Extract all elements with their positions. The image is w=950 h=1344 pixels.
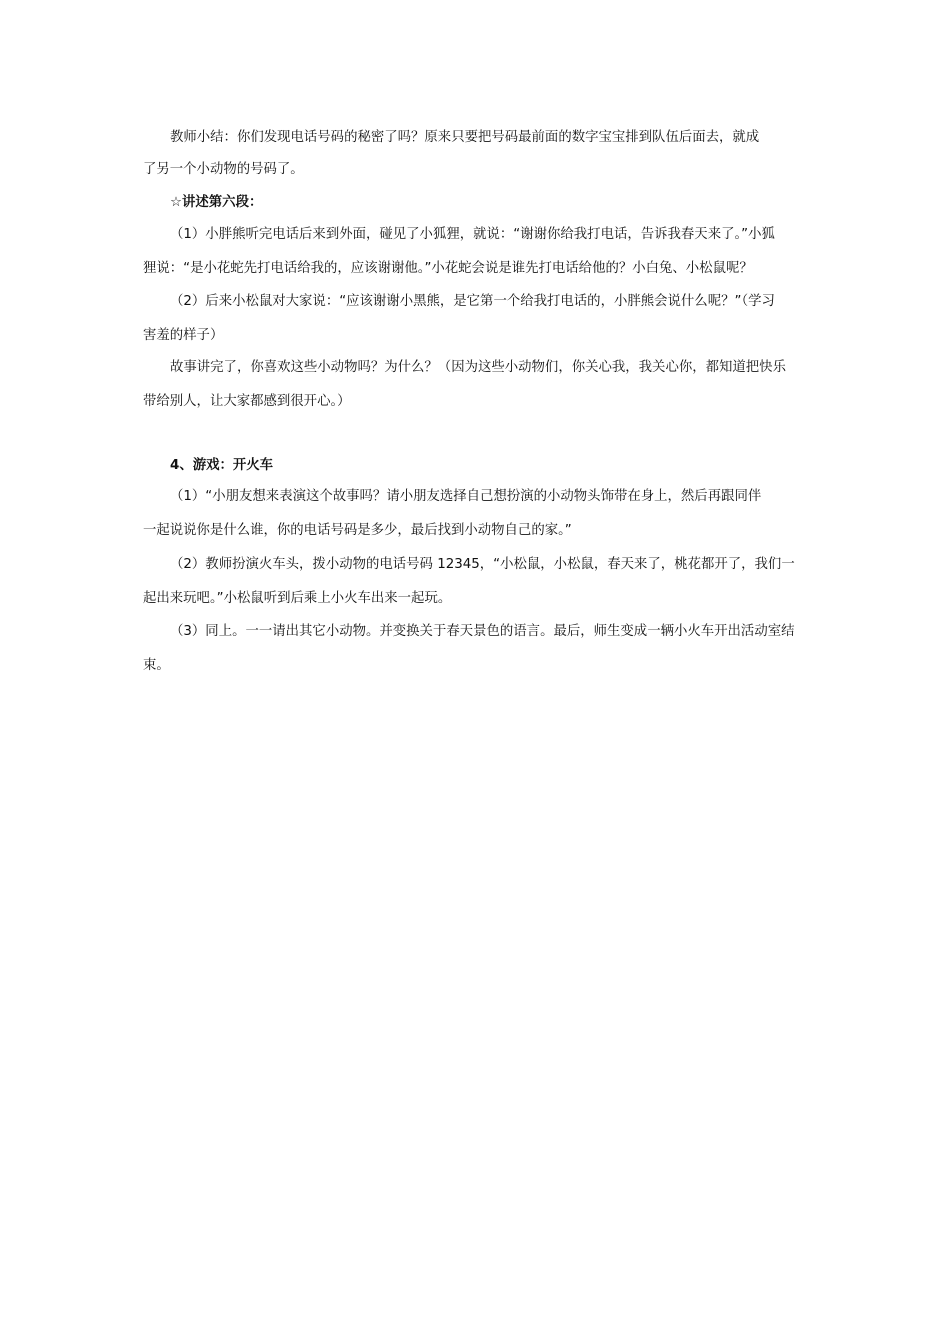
game-p2-line-1: （2）教师扮演火车头，拨小动物的电话号码 12345，“小松鼠，小松鼠，春天来了，桃花都开了，我们一 xyxy=(170,557,795,572)
game-p1-line-2: 一起说说你是什么谁，你的电话号码是多少，最后找到小动物自己的家。” xyxy=(143,523,572,538)
section-six-p1-line-2: 狸说：“是小花蛇先打电话给我的，应该谢谢他。”小花蛇会说是谁先打电话给他的？小白兔、小松鼠呢？ xyxy=(143,261,753,276)
section-six-p3-line-1: 故事讲完了，你喜欢这些小动物吗？为什么？（因为这些小动物们，你关心我，我关心你，都知道把快乐 xyxy=(170,360,786,375)
summary-line-1: 教师小结：你们发现电话号码的秘密了吗？原来只要把号码最前面的数字宝宝排到队伍后面去，就成 xyxy=(170,130,760,145)
section-six-p2-line-1: （2）后来小松鼠对大家说：“应该谢谢小黑熊，是它第一个给我打电话的，小胖熊会说什么呢？”（学习 xyxy=(170,294,775,309)
game-p3-line-1: （3）同上。一一请出其它小动物。并变换关于春天景色的语言。最后，师生变成一辆小火车开出活动室结 xyxy=(170,624,795,639)
section-six-p2-line-2: 害羞的样子） xyxy=(143,328,224,343)
game-p1-line-1: （1）“小朋友想来表演这个故事吗？请小朋友选择自己想扮演的小动物头饰带在身上，然后再跟同伴 xyxy=(170,489,762,504)
summary-line-2: 了另一个小动物的号码了。 xyxy=(143,162,304,177)
section-six-heading: ☆讲述第六段： xyxy=(170,195,263,210)
section-six-p3-line-2: 带给别人，让大家都感到很开心。） xyxy=(143,394,351,409)
game-heading: 4、游戏：开火车 xyxy=(170,458,274,473)
game-p3-line-2: 束。 xyxy=(143,658,170,673)
section-six-p1-line-1: （1）小胖熊听完电话后来到外面，碰见了小狐狸，就说：“谢谢你给我打电话，告诉我春天来了。”小狐 xyxy=(170,227,775,242)
game-p2-line-2: 起出来玩吧。”小松鼠听到后乘上小火车出来一起玩。 xyxy=(143,591,452,606)
